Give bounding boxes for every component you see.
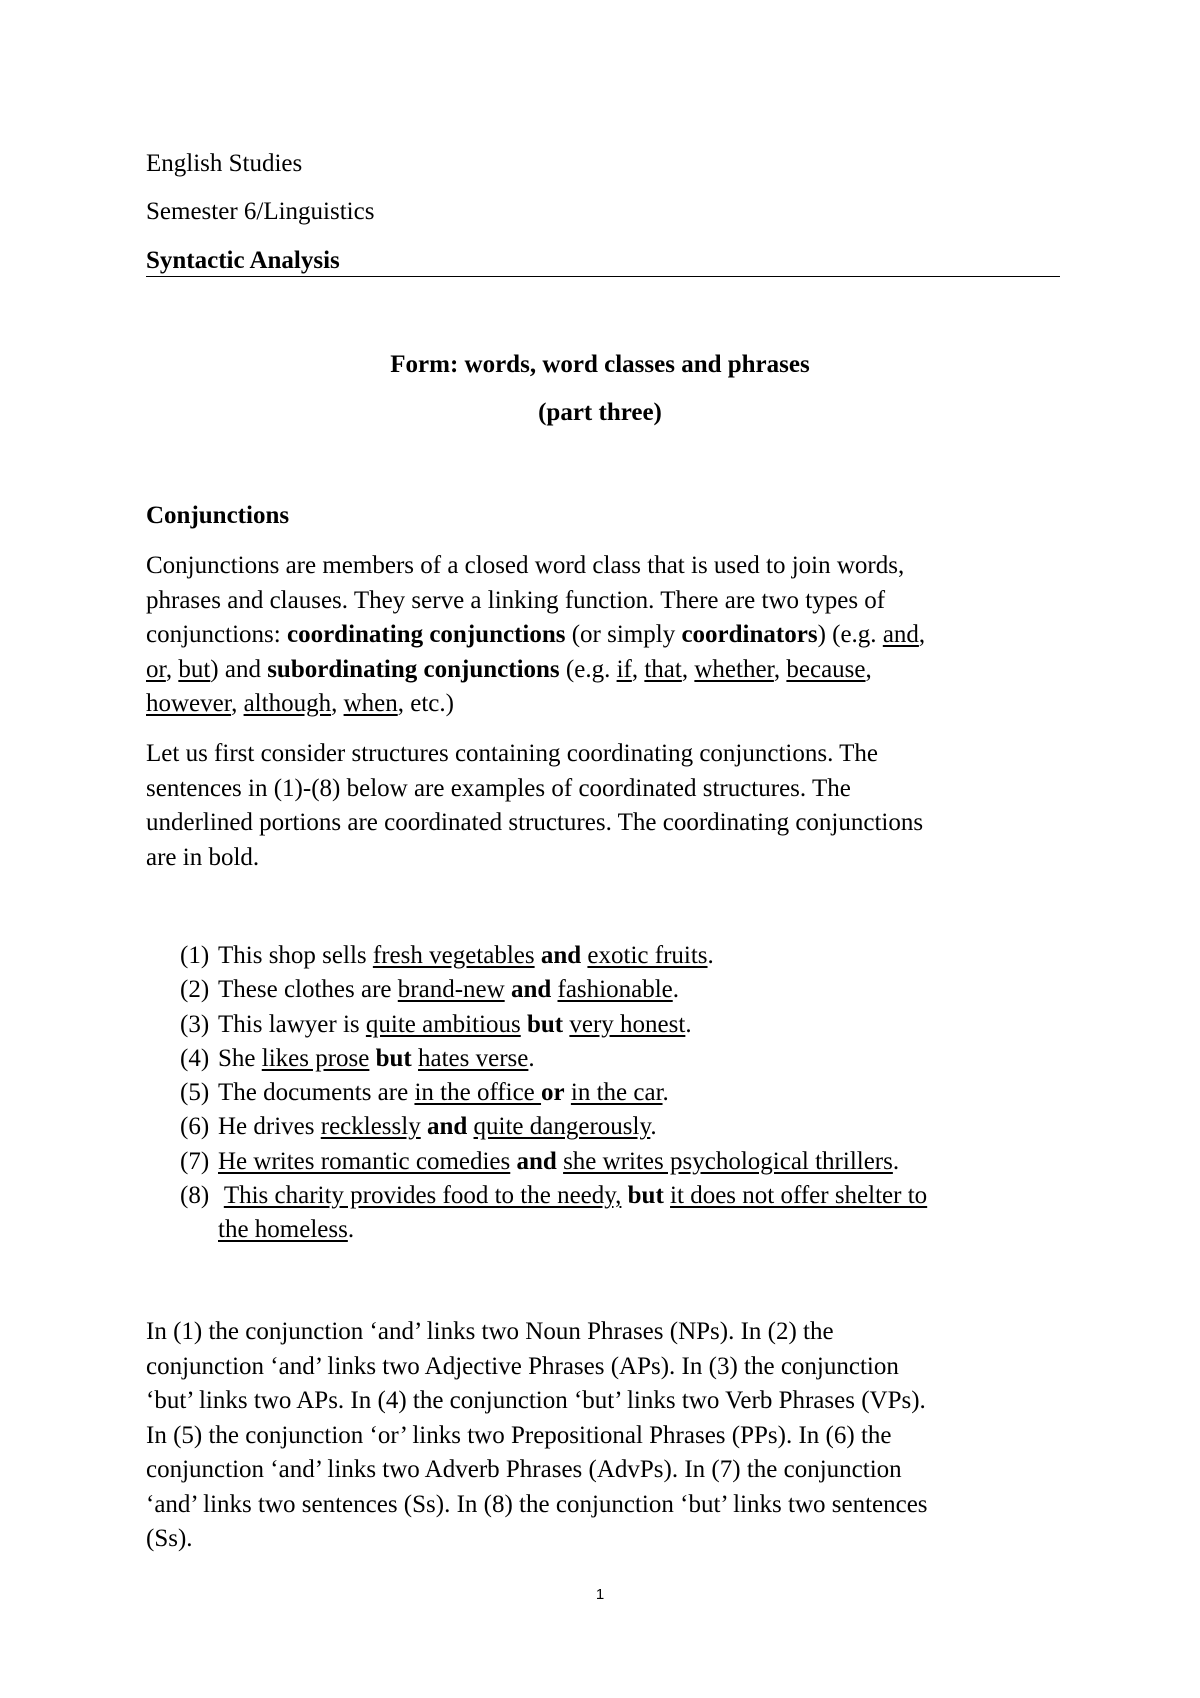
paragraph-line: are in bold.	[146, 843, 260, 871]
coordinator: and	[540, 942, 582, 969]
coordinated-part: quite ambitious	[365, 1010, 521, 1038]
document-title: Form: words, word classes and phrases	[390, 351, 810, 378]
coordinator: but	[375, 1044, 412, 1072]
paragraph-line: Conjunctions are members of a closed word class that is used to join words,	[146, 552, 905, 579]
term-subordinating-conjunctions: subordinating conjunctions	[267, 655, 560, 683]
coordinated-part: in the office	[414, 1079, 542, 1107]
paragraph-line: sentences in (1)-(8) below are examples of coordinated structures. The	[146, 774, 851, 802]
coordinated-part: recklessly	[320, 1113, 421, 1141]
coordinated-part: in the car	[570, 1079, 663, 1107]
example-word: whether	[694, 655, 774, 683]
example-item: (2) These clothes are brand-new and fashionable.	[180, 973, 927, 1007]
example-number: (6)	[180, 1113, 210, 1141]
example-item: (5) The documents are in the office or in the car.	[180, 1076, 927, 1110]
section-heading: Conjunctions	[146, 502, 290, 529]
example-number: (3)	[180, 1010, 210, 1038]
coordinated-part: she writes psychological thrillers	[563, 1147, 893, 1175]
semester-label: Semester 6/Linguistics	[146, 198, 375, 225]
paragraph-line: phrases and clauses. They serve a linking function. There are two types of	[146, 586, 886, 614]
paragraph-line: In (5) the conjunction ‘or’ links two Prepositional Phrases (PPs). In (6) the	[146, 1421, 892, 1449]
coordinated-part: quite dangerously	[473, 1113, 651, 1141]
example-word: or	[146, 655, 166, 683]
example-number: (2)	[180, 976, 210, 1004]
coordinator: and	[516, 1147, 557, 1175]
example-number: (8)	[180, 1182, 210, 1210]
coordination-paragraph	[146, 737, 1066, 875]
example-number: (4)	[180, 1044, 210, 1072]
example-item: (6) He drives recklessly and quite dangerously.	[180, 1110, 927, 1144]
coordinated-part: likes prose	[261, 1044, 370, 1072]
coordinated-part: very honest	[569, 1010, 686, 1038]
subject-title: Syntactic Analysis	[146, 247, 340, 274]
header-divider	[146, 276, 1060, 277]
coordinated-part: fashionable	[557, 976, 673, 1004]
example-number: (5)	[180, 1079, 210, 1107]
coordinated-part: exotic fruits	[587, 942, 708, 969]
example-item: (4) She likes prose but hates verse.	[180, 1042, 927, 1076]
explanation-paragraph	[146, 1315, 1066, 1557]
paragraph-line: conjunction ‘and’ links two Adjective Phrases (APs). In (3) the conjunction	[146, 1352, 899, 1380]
coordinated-part: fresh vegetables	[372, 942, 535, 969]
example-word: if	[616, 655, 632, 683]
example-word: that	[644, 655, 682, 683]
example-word: however	[146, 690, 232, 717]
coordinated-part: This charity provides food to the needy,	[223, 1182, 622, 1210]
example-item: (1) This shop sells fresh vegetables and exotic fruits.	[180, 939, 927, 973]
example-word: when	[343, 690, 398, 717]
paragraph-line: underlined portions are coordinated structures. The coordinating conjunctions	[146, 809, 924, 836]
example-list	[180, 939, 927, 1248]
coordinated-part: hates verse	[418, 1044, 529, 1072]
example-item: (3) This lawyer is quite ambitious but very honest.	[180, 1008, 927, 1042]
paragraph-line: In (1) the conjunction ‘and’ links two Noun Phrases (NPs). In (2) the	[146, 1318, 834, 1345]
document-subtitle: (part three)	[538, 399, 662, 426]
coordinator: and	[510, 976, 552, 1004]
coordinated-part: brand-new	[397, 976, 505, 1004]
paragraph-line: ‘but’ links two APs. In (4) the conjunction ‘but’ links two Verb Phrases (VPs).	[146, 1387, 926, 1414]
coordinator: or	[541, 1079, 565, 1107]
page-number: 1	[595, 1586, 605, 1603]
coordinator: but	[527, 1010, 564, 1038]
paragraph-line: Let us first consider structures containing coordinating conjunctions. The	[146, 740, 879, 767]
example-word: because	[786, 655, 866, 683]
paragraph-line: (Ss).	[146, 1525, 193, 1552]
coordinated-part: it does not offer shelter to	[670, 1182, 928, 1210]
paragraph-line: ‘and’ links two sentences (Ss). In (8) the conjunction ‘but’ links two sentences	[146, 1490, 928, 1518]
example-continuation: the homeless.	[218, 1216, 355, 1244]
example-item: (7) He writes romantic comedies and she writes psychological thrillers.	[180, 1145, 927, 1179]
intro-paragraph	[146, 549, 1066, 722]
paragraph-line: or, but) and subordinating conjunctions (e.g. if, that, whether, because,	[146, 655, 872, 683]
coordinated-part: the homeless	[218, 1216, 348, 1244]
example-number: (1)	[180, 942, 210, 969]
example-word: although	[243, 690, 332, 717]
coordinator: and	[426, 1113, 468, 1141]
paragraph-line: conjunctions: coordinating conjunctions (or simply coordinators) (e.g. and,	[146, 621, 926, 648]
term-coordinating-conjunctions: coordinating conjunctions	[286, 621, 566, 648]
paragraph-line: conjunction ‘and’ links two Adverb Phrases (AdvPs). In (7) the conjunction	[146, 1456, 902, 1483]
example-item	[180, 1179, 927, 1248]
term-coordinators: coordinators	[681, 621, 818, 648]
coordinator: but	[627, 1182, 664, 1210]
course-name: English Studies	[146, 150, 303, 177]
coordinated-part: He writes romantic comedies	[218, 1147, 511, 1175]
example-number: (7)	[180, 1147, 210, 1175]
example-word: and	[882, 621, 919, 648]
paragraph-line: however, although, when, etc.)	[146, 690, 454, 717]
example-word: but	[178, 655, 211, 683]
